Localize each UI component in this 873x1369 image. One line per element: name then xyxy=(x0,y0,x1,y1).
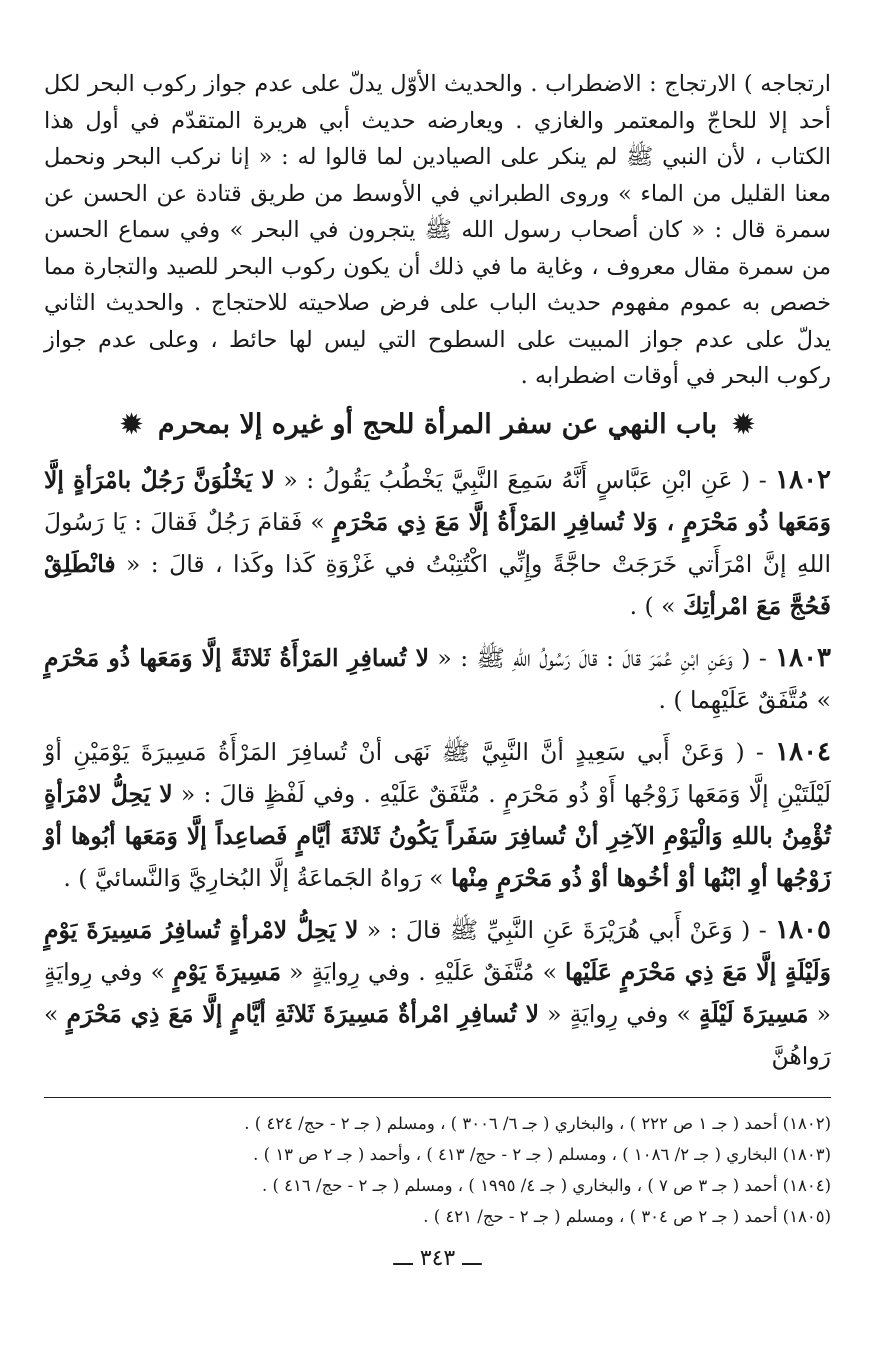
intro-line: اضطرابه . xyxy=(520,363,616,389)
hadith-number: ١٨٠٢ xyxy=(775,464,831,495)
hadith-text: » مُتَّفَقٌ عَلَيْهِ . وفي رِوايَةٍ « xyxy=(281,957,566,986)
hadith-text: » رَواهُنَّ xyxy=(44,999,831,1070)
hadith-text: - ( عَنِ ابْنِ عَبَّاسٍ أَنَّهُ سَمِعَ النَّبِيَّ يَخْطُبُ يَقُولُ : « xyxy=(274,465,776,494)
ornament-star-icon: ✹ xyxy=(120,409,143,440)
hadith-text: - ( وَعَنِ ابْنِ عُمَرَ قالَ : قالَ رَسُولُ اللهِ ﷺ : « xyxy=(429,643,776,672)
hadith-text: - ( وَعَنْ أَبي سَعِيدٍ أنَّ النَّبِيَّ ﷺ نَهَى أنْ تُسافِرَ المَرْأَةُ مَسِيرَةَ يَوْمَيْنِ أوْ لَيْلَتَيْنِ إلَّا وَمَعَها زَوْجُها أَوْ ذُو مَحْرَمٍ . مُتَّفَقٌ عَلَيْهِ . وفي لَفْظٍ قالَ : « xyxy=(44,737,831,808)
hadith-text: » وفي رِوايَةٍ « xyxy=(539,999,700,1028)
hadith-number: ١٨٠٥ xyxy=(775,914,831,945)
footnote: (١٨٠٣) البخاري ( جـ ٢/ ١٠٨٦ ) ، ومسلم ( جـ ٢ - حج/ ٤١٣ ) ، وأحمد ( جـ ٢ ص ١٣ ) . xyxy=(253,1144,831,1164)
chapter-heading xyxy=(44,405,831,445)
hadith-text: » مُتَّفَقٌ عَلَيْهِما ) . xyxy=(658,685,831,714)
intro-line: معنا القليل من الماء » وروى الطبراني في الأوسط من طريق قتادة عن الحسن عن سمرة xyxy=(44,180,831,243)
intro-paragraph xyxy=(44,66,831,395)
chapter-title: باب النهي عن سفر المرأة للحج أو غيره إلا بمحرم xyxy=(157,408,718,440)
hadith-text-bold: فانْطَلِقْ فَحُجَّ مَعَ امْرأتِكَ xyxy=(44,549,831,620)
hadith-text: » وفي رِوايَةٍ « xyxy=(44,957,831,1028)
hadith-paragraph xyxy=(44,637,831,721)
footnote: (١٨٠٥) أحمد ( جـ ٢ ص ٣٠٤ ) ، ومسلم ( جـ ٢ - حج/ ٤٢١ ) . xyxy=(423,1206,831,1226)
ornament-star-icon: ✹ xyxy=(732,409,755,440)
hadith-text-bold: لا يَحِلُّ لامْرَأةٍ تُؤْمِنُ باللهِ وَالْيَوْمِ الآخِرِ أنْ تُسافِرَ سَفَراً يَكُونُ ثَلاثَةَ أيَّامٍ فَصاعِداً إلَّا وَمَعَها أبُوها أوْ زَوْجُها أوِ ابْنُها أوْ أخُوها أوْ ذُو مَحْرَمٍ مِنْها xyxy=(44,779,831,892)
hadith-text: » ) . xyxy=(629,591,683,620)
footnote: (١٨٠٤) أحمد ( جـ ٣ ص ٧ ) ، والبخاري ( جـ ٤/ ١٩٩٥ ) ، ومسلم ( جـ ٢ - حج/ ٤١٦ ) . xyxy=(262,1175,831,1195)
hadith-list xyxy=(44,459,831,1077)
hadith-paragraph xyxy=(44,731,831,899)
hadith-text: - ( وَعَنْ أَبي هُرَيْرَةَ عَنِ النَّبِيِّ ﷺ قالَ : « xyxy=(358,915,776,944)
intro-line: قال : « كان أصحاب رسول الله ﷺ يتجرون في البحر » وفي سماع الحسن من سمرة xyxy=(44,217,831,280)
hadith-text-bold: لا يَحِلُّ لامْرأةٍ تُسافِرُ مَسِيرَةَ يَوْمٍ وَلَيْلَةٍ إلَّا مَعَ ذِي مَحْرَمٍ عَلَيْها xyxy=(44,915,831,986)
hadith-text-bold: مَسِيرَةَ لَيْلَةٍ xyxy=(699,999,809,1028)
hadith-text: » فَقامَ رَجُلٌ فَقالَ : يَا رَسُولَ اللهِ إنَّ امْرَأَتي خَرَجَتْ حاجَّةً وإِنِّي اكْتُتِبْتُ في غَزْوَةِ كَذا وكَذا ، قالَ : « xyxy=(44,507,831,578)
hadith-text-bold: لا تُسافِرِ المَرْأَةُ ثَلاثَةً إلَّا وَمَعَها ذُو مَحْرَمٍ xyxy=(44,643,430,672)
hadith-text-bold: لا تُسافِرِ امْرأةٌ مَسِيرَةَ ثَلاثَةِ أيَّامٍ إلَّا مَعَ ذِي مَحْرَمٍ xyxy=(66,999,540,1028)
footnote: (١٨٠٢) أحمد ( جـ ١ ص ٢٢٢ ) ، والبخاري ( جـ ٦/ ٣٠٠٦ ) ، ومسلم ( جـ ٢ - حج/ ٤٢٤ ) . xyxy=(244,1113,831,1133)
hadith-text-bold: مَسِيرَةَ يَوْمٍ xyxy=(173,957,282,986)
intro-line: مقال معروف ، وغاية ما في ذلك أن يكون ركوب البحر للصيد والتجارة مما خصص xyxy=(44,253,832,316)
intro-line: جواز المبيت على السطوح التي ليس لها حائط ، وعلى عدم جواز ركوب البحر في أوقات xyxy=(44,326,831,389)
page-number: ـــ ٣٤٣ ـــ xyxy=(393,1245,482,1271)
intro-line: الكتاب ، لأن النبي ﷺ لم ينكر على الصيادين لما قالوا له : « إنا نركب البحر ونحمل xyxy=(44,144,831,170)
hadith-text: » رَواهُ الجَماعَةُ إلَّا البُخارِيَّ وَالنَّسائيَّ ) . xyxy=(63,863,452,892)
footnote-divider xyxy=(44,1097,831,1098)
intro-line: لكل أحد إلا للحاجّ والمعتمر والغازي . ويعارضه حديث أبي هريرة المتقدّم في أول هذا xyxy=(44,71,831,134)
intro-line: به عموم مفهوم حديث الباب على فرض صلاحيته للاحتجاج . والحديث الثاني يدلّ على عدم xyxy=(44,290,831,353)
intro-line: ارتجاجه ) الارتجاج : الاضطراب . والحديث الأوّل يدلّ على عدم جواز ركوب البحر xyxy=(87,71,831,97)
hadith-text-bold: لا يَخْلُوَنَّ رَجُلٌ بامْرَأةٍ إلَّا وَمَعَها ذُو مَحْرَمٍ ، وَلا تُسافِرِ المَرْأَةُ إلَّا مَعَ ذِي مَحْرَمٍ xyxy=(44,465,831,536)
hadith-paragraph xyxy=(44,459,831,627)
footnotes xyxy=(44,1108,831,1232)
hadith-number: ١٨٠٤ xyxy=(775,736,831,767)
hadith-paragraph xyxy=(44,909,831,1077)
hadith-number: ١٨٠٣ xyxy=(775,642,832,673)
